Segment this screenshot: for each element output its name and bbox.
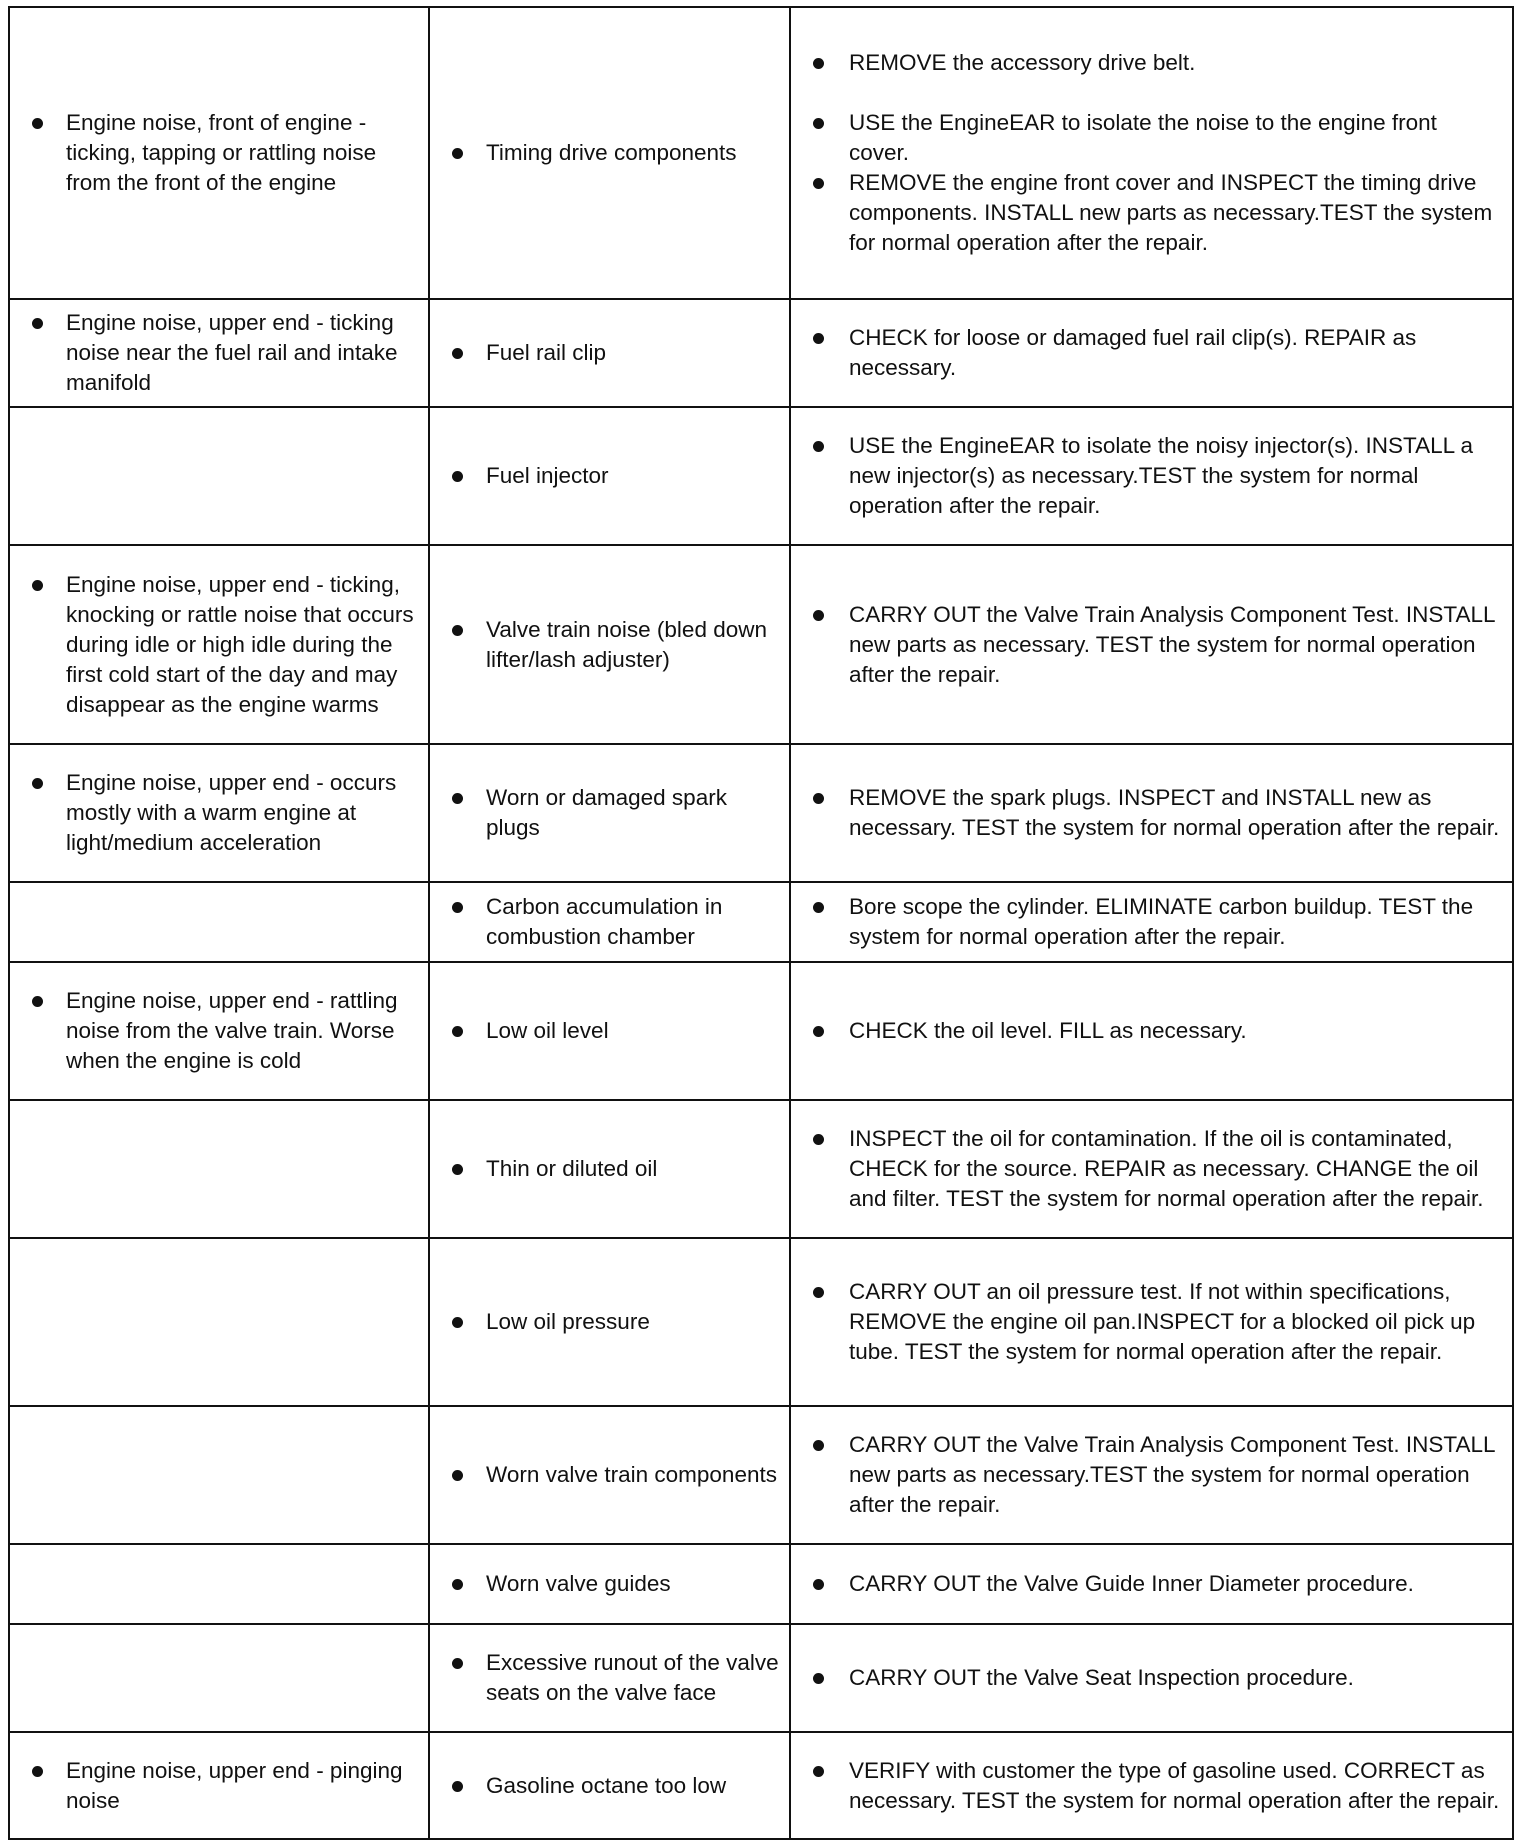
symptom-text: Engine noise, upper end - ticking noise near the fuel rail and intake manifold: [10, 308, 418, 398]
table-row: [9, 1544, 1513, 1624]
symptom-cell: [9, 7, 429, 299]
symptom-cell: [9, 1406, 429, 1544]
source-text: Fuel rail clip: [430, 338, 779, 368]
action-cell: [790, 1624, 1513, 1732]
source-cell: [429, 882, 790, 962]
action-text: CARRY OUT the Valve Seat Inspection procedure.: [791, 1663, 1502, 1693]
table-row: [9, 962, 1513, 1100]
table-row: [9, 407, 1513, 545]
table-row: [9, 1238, 1513, 1406]
source-cell: [429, 1624, 790, 1732]
table-row: [9, 1624, 1513, 1732]
action-cell: [790, 1406, 1513, 1544]
source-cell: [429, 299, 790, 407]
action-text: CHECK for loose or damaged fuel rail clip(s). REPAIR as necessary.: [791, 323, 1502, 383]
source-text: Gasoline octane too low: [430, 1771, 779, 1801]
source-text: Worn valve train components: [430, 1460, 779, 1490]
source-cell: [429, 1238, 790, 1406]
action-text: USE the EngineEAR to isolate the noise to the engine front cover.: [791, 108, 1502, 168]
action-cell: [790, 299, 1513, 407]
table-row: [9, 7, 1513, 299]
table-row: [9, 1406, 1513, 1544]
symptom-text: Engine noise, upper end - rattling noise from the valve train. Worse when the engine is cold: [10, 986, 418, 1076]
source-text: Thin or diluted oil: [430, 1154, 779, 1184]
action-cell: [790, 1544, 1513, 1624]
action-text: Bore scope the cylinder. ELIMINATE carbon buildup. TEST the system for normal operation after the repair.: [791, 892, 1502, 952]
symptom-cell: [9, 962, 429, 1100]
symptom-text: Engine noise, upper end - pinging noise: [10, 1756, 418, 1816]
symptom-cell: [9, 1238, 429, 1406]
symptom-cell: [9, 407, 429, 545]
action-text: CARRY OUT the Valve Guide Inner Diameter procedure.: [791, 1569, 1502, 1599]
action-text: CARRY OUT the Valve Train Analysis Component Test. INSTALL new parts as necessary.TEST the system for normal operation after the repair.: [791, 1430, 1502, 1520]
action-cell: [790, 1100, 1513, 1238]
source-cell: [429, 962, 790, 1100]
source-text: Fuel injector: [430, 461, 779, 491]
symptom-text: Engine noise, front of engine - ticking, tapping or rattling noise from the front of the engine: [10, 108, 418, 198]
action-cell: [790, 882, 1513, 962]
source-text: Worn valve guides: [430, 1569, 779, 1599]
source-cell: [429, 545, 790, 744]
source-text: Excessive runout of the valve seats on the valve face: [430, 1648, 779, 1708]
action-text: VERIFY with customer the type of gasoline used. CORRECT as necessary. TEST the system for normal operation after the repair.: [791, 1756, 1502, 1816]
action-cell: [790, 407, 1513, 545]
table-row: [9, 744, 1513, 882]
symptom-cell: [9, 882, 429, 962]
action-cell: [790, 962, 1513, 1100]
source-text: Timing drive components: [430, 138, 779, 168]
source-cell: [429, 1406, 790, 1544]
action-cell: [790, 7, 1513, 299]
action-cell: [790, 1732, 1513, 1839]
source-cell: [429, 1100, 790, 1238]
source-cell: [429, 407, 790, 545]
action-text: CHECK the oil level. FILL as necessary.: [791, 1016, 1502, 1046]
source-cell: [429, 1544, 790, 1624]
source-cell: [429, 1732, 790, 1839]
source-cell: [429, 744, 790, 882]
diagnosis-table-body: [9, 7, 1513, 1839]
source-cell: [429, 7, 790, 299]
symptom-cell: [9, 299, 429, 407]
symptom-cell: [9, 545, 429, 744]
table-row: [9, 1100, 1513, 1238]
action-text: INSPECT the oil for contamination. If the oil is contaminated, CHECK for the source. REPAIR as necessary. CHANGE the oil and filter. TEST the system for normal operation after the repair.: [791, 1124, 1502, 1214]
action-cell: [790, 744, 1513, 882]
symptom-cell: [9, 1624, 429, 1732]
action-text: REMOVE the accessory drive belt.: [791, 48, 1502, 78]
action-cell: [790, 1238, 1513, 1406]
action-text: REMOVE the engine front cover and INSPECT the timing drive components. INSTALL new parts as necessary.TEST the system for normal operation after the repair.: [791, 168, 1502, 258]
action-text: CARRY OUT an oil pressure test. If not within specifications, REMOVE the engine oil pan.INSPECT for a blocked oil pick up tube. TEST the system for normal operation after the repair.: [791, 1277, 1502, 1367]
action-text: REMOVE the spark plugs. INSPECT and INSTALL new as necessary. TEST the system for normal operation after the repair.: [791, 783, 1502, 843]
symptom-cell: [9, 1544, 429, 1624]
table-row: [9, 545, 1513, 744]
table-row: [9, 882, 1513, 962]
source-text: Worn or damaged spark plugs: [430, 783, 779, 843]
diagnosis-table: [8, 6, 1514, 1840]
symptom-cell: [9, 744, 429, 882]
source-text: Low oil level: [430, 1016, 779, 1046]
source-text: Valve train noise (bled down lifter/lash adjuster): [430, 615, 779, 675]
table-row: [9, 299, 1513, 407]
symptom-cell: [9, 1732, 429, 1839]
source-text: Carbon accumulation in combustion chamber: [430, 892, 779, 952]
table-row: [9, 1732, 1513, 1839]
symptom-cell: [9, 1100, 429, 1238]
symptom-text: Engine noise, upper end - occurs mostly with a warm engine at light/medium acceleration: [10, 768, 418, 858]
action-text: USE the EngineEAR to isolate the noisy injector(s). INSTALL a new injector(s) as necessary.TEST the system for normal operation after the repair.: [791, 431, 1502, 521]
source-text: Low oil pressure: [430, 1307, 779, 1337]
action-cell: [790, 545, 1513, 744]
symptom-text: Engine noise, upper end - ticking, knocking or rattle noise that occurs during idle or high idle during the first cold start of the day and may disappear as the engine warms: [10, 570, 418, 720]
action-text: CARRY OUT the Valve Train Analysis Component Test. INSTALL new parts as necessary. TEST the system for normal operation after the repair.: [791, 600, 1502, 690]
